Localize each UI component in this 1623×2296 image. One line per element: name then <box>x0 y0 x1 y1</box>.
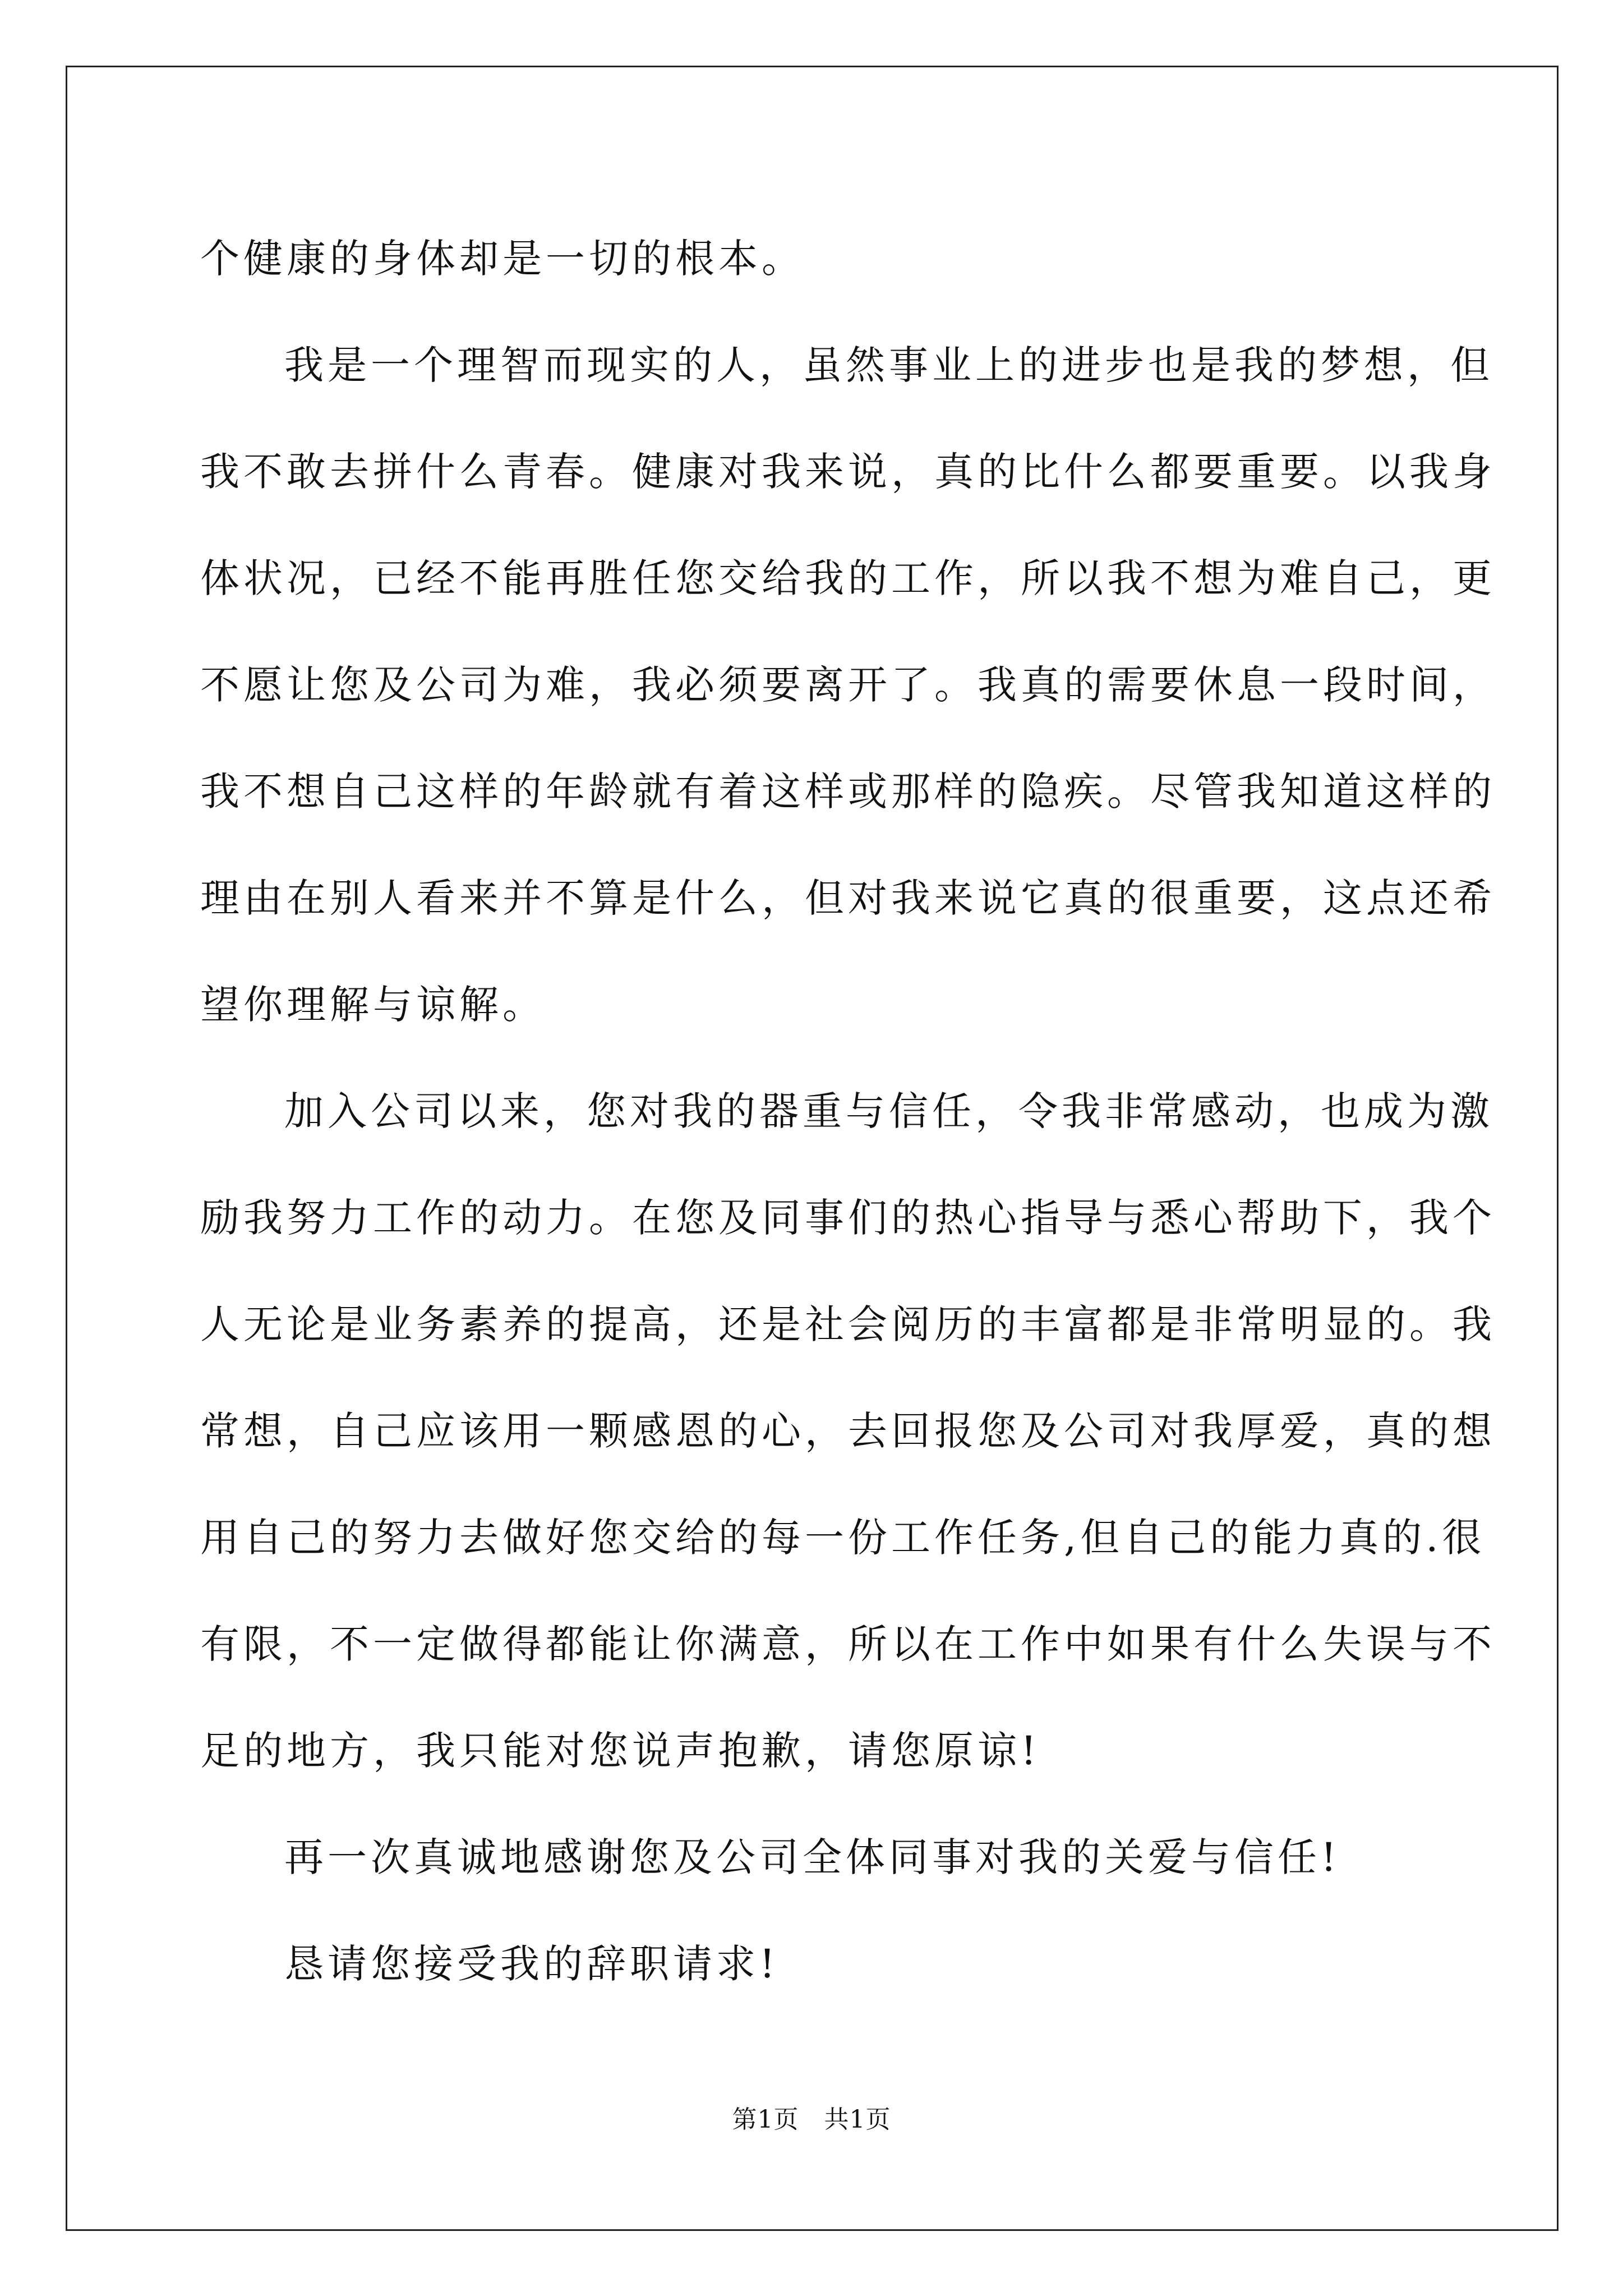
text-line: 我是一个理智而现实的人，虽然事业上的进步也是我的梦想，但 <box>284 342 1493 388</box>
text-line: 理由在别人看来并不算是什么，但对我来说它真的很重要，这点还希 <box>200 875 1496 921</box>
text-line: 常想，自己应该用一颗感恩的心，去回报您及公司对我厚爱，真的想 <box>200 1408 1496 1454</box>
text-line: 体状况，已经不能再胜任您交给我的工作，所以我不想为难自己，更 <box>200 555 1496 601</box>
text-line: 我不敢去拼什么青春。健康对我来说，真的比什么都要重要。以我身 <box>200 449 1496 495</box>
text-line: 加入公司以来，您对我的器重与信任，令我非常感动，也成为激 <box>284 1088 1493 1134</box>
text-line: 望你理解与谅解。 <box>200 982 546 1028</box>
text-line: 恳请您接受我的辞职请求! <box>284 1941 780 1987</box>
text-line: 励我努力工作的动力。在您及同事们的热心指导与悉心帮助下，我个 <box>200 1195 1496 1241</box>
letter-body <box>200 205 1496 2017</box>
text-line: 个健康的身体却是一切的根本。 <box>200 236 805 282</box>
page-number-footer: 第1页 共1页 <box>732 2105 891 2134</box>
text-line: 不愿让您及公司为难，我必须要离开了。我真的需要休息一段时间， <box>200 662 1496 708</box>
text-line: 有限，不一定做得都能让你满意，所以在工作中如果有什么失误与不 <box>200 1621 1496 1667</box>
text-line: 人无论是业务素养的提高，还是社会阅历的丰富都是非常明显的。我 <box>200 1301 1496 1347</box>
text-line: 足的地方，我只能对您说声抱歉，请您原谅! <box>200 1728 1041 1774</box>
text-line: 用自己的努力去做好您交给的每一份工作任务,但自己的能力真的.很 <box>200 1515 1486 1561</box>
text-line: 再一次真诚地感谢您及公司全体同事对我的关爱与信任! <box>284 1834 1341 1880</box>
text-line: 我不想自己这样的年龄就有着这样或那样的隐疾。尽管我知道这样的 <box>200 769 1496 815</box>
